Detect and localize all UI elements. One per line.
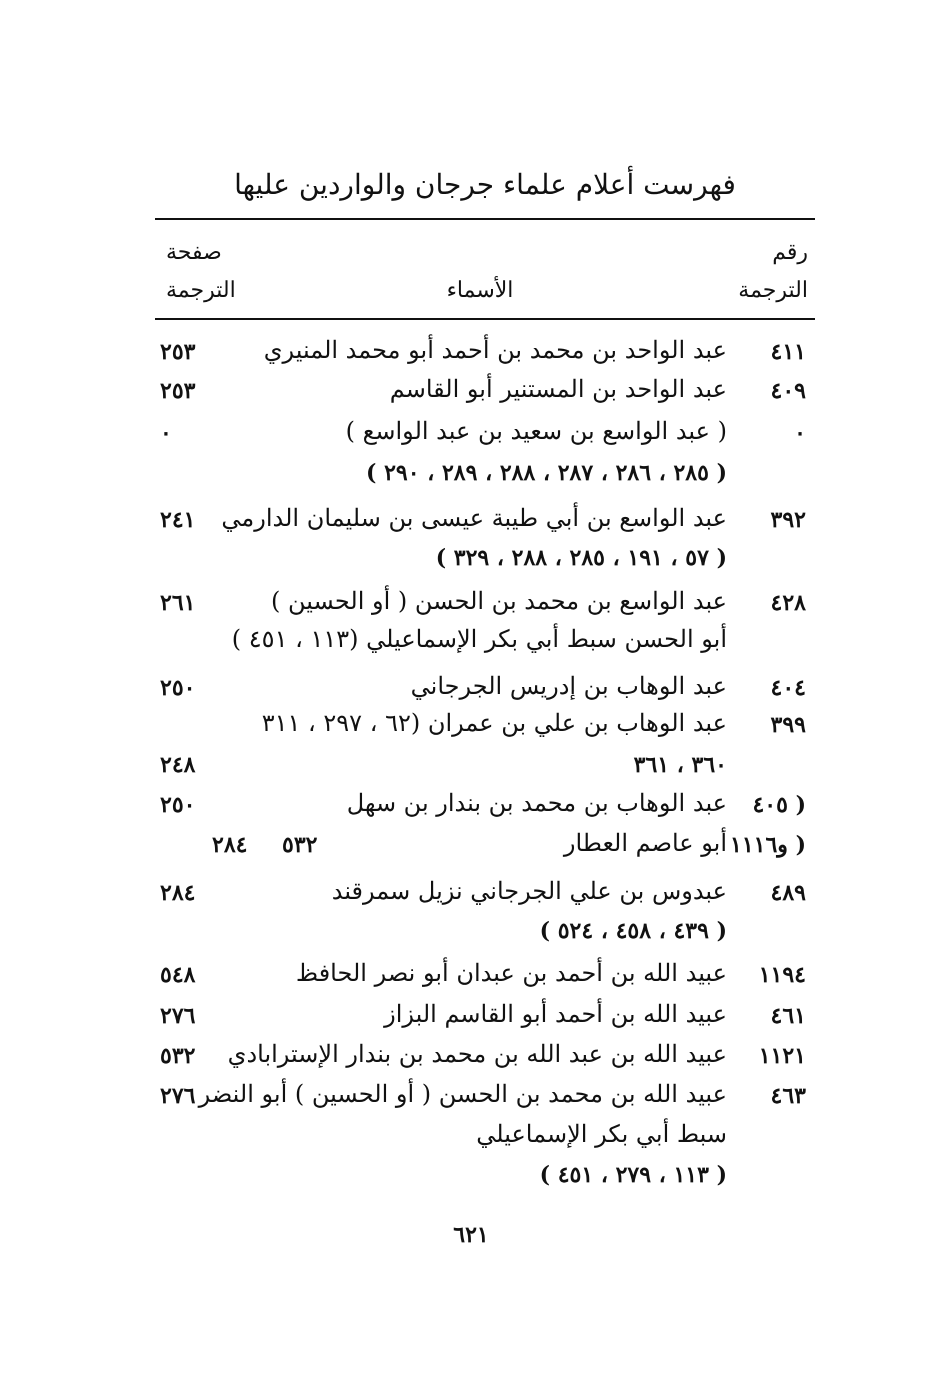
entry-number: ١١٩٤ bbox=[758, 962, 806, 988]
entry-references: ( ٤٣٩ ، ٤٥٨ ، ٥٢٤ ) bbox=[539, 918, 727, 944]
entry-page: ٢٨٤ bbox=[160, 880, 196, 906]
col-names-header: الأسماء bbox=[446, 278, 514, 303]
entry-number: ٤٢٨ bbox=[770, 590, 806, 616]
entry-name: عبيد الله بن عبد الله بن محمد بن بندار الإسترابادي bbox=[227, 1040, 727, 1068]
entry-page: ٥٣٢ bbox=[160, 1043, 196, 1069]
entry-name: عبد الواسع بن أبي طيبة عيسى بن سليمان الدارمي bbox=[221, 504, 727, 532]
entry-page: ٢٧٦ bbox=[160, 1083, 196, 1109]
entry-number: ٠ bbox=[794, 420, 806, 446]
entry-references: ( ٥٧ ، ١٩١ ، ٢٨٥ ، ٢٨٨ ، ٣٢٩ ) bbox=[435, 545, 727, 571]
entry-name: عبيد الله بن أحمد أبو القاسم البزاز bbox=[384, 1000, 727, 1028]
entry-page: ٢٥٣ bbox=[160, 339, 196, 365]
entry-name: عبد الواحد بن المستنير أبو القاسم bbox=[389, 375, 727, 403]
entry-name: عبد الوهاب بن علي بن عمران (٦٢ ، ٢٩٧ ، ٣١١ bbox=[261, 709, 727, 737]
entry-page: ٢٥٣ bbox=[160, 378, 196, 404]
entry-name-continued: سبط أبي بكر الإسماعيلي bbox=[476, 1120, 727, 1148]
entry-name-continued: أبو الحسن سبط أبي بكر الإسماعيلي (١١٣ ، ٤٥١ ) bbox=[231, 625, 727, 653]
entry-page: ٢٦١ bbox=[160, 590, 196, 616]
entry-number: ( ٤٠٥ bbox=[752, 792, 806, 818]
entry-number: ٤٠٩ bbox=[770, 378, 806, 404]
col-number-header-line2: الترجمة bbox=[738, 278, 808, 303]
entry-name: عبدوس بن علي الجرجاني نزيل سمرقند bbox=[331, 877, 727, 905]
entry-number: ٤١١ bbox=[770, 339, 806, 365]
entry-number: ١١٢١ bbox=[758, 1043, 806, 1069]
entry-page: ٥٤٨ bbox=[160, 962, 196, 988]
entry-page: ٢٤٨ bbox=[160, 752, 196, 778]
col-page-header-line2: الترجمة bbox=[166, 278, 236, 303]
entry-number: ٤٦٣ bbox=[770, 1083, 806, 1109]
entry-references: ( ١١٣ ، ٢٧٩ ، ٤٥١ ) bbox=[539, 1162, 727, 1188]
page-number: ٦٢١ bbox=[453, 1222, 489, 1248]
entry-name: عبيد الله بن محمد بن الحسن ( أو الحسين ) أبو النضر bbox=[198, 1080, 727, 1108]
entry-page: ٢٨٤ bbox=[212, 832, 248, 858]
entry-number: ٤٨٩ bbox=[770, 880, 806, 906]
entry-number: ٤٠٤ bbox=[770, 675, 806, 701]
col-number-header-line1: رقم bbox=[772, 240, 808, 265]
entry-page: ٠ bbox=[160, 420, 172, 446]
entry-name: عبد الواسع بن محمد بن الحسن ( أو الحسين ) bbox=[271, 587, 727, 615]
entry-name: عبد الوهاب بن إدريس الجرجاني bbox=[410, 672, 727, 700]
entry-references: ( ٢٨٥ ، ٢٨٦ ، ٢٨٧ ، ٢٨٨ ، ٢٨٩ ، ٢٩٠ ) bbox=[366, 460, 727, 486]
top-rule bbox=[155, 218, 815, 220]
entry-page: ٢٤١ bbox=[160, 507, 196, 533]
entry-number: ( و١١١٦ bbox=[730, 832, 806, 858]
entry-page: ٢٥٠ bbox=[160, 792, 196, 818]
entry-number: ٤٦١ bbox=[770, 1003, 806, 1029]
entry-references: ٣٦٠ ، ٣٦١ bbox=[633, 752, 727, 778]
entry-name: أبو عاصم العطار bbox=[563, 829, 727, 857]
entry-name: ( عبد الواسع بن سعيد بن عبد الواسع ) bbox=[345, 417, 727, 445]
entry-name: عبد الوهاب بن محمد بن بندار بن سهل bbox=[346, 789, 727, 817]
header-rule bbox=[155, 318, 815, 320]
entry-page: ٢٥٠ bbox=[160, 675, 196, 701]
entry-number: ٣٩٩ bbox=[770, 712, 806, 738]
entry-number: ٣٩٢ bbox=[770, 507, 806, 533]
entry-name: عبيد الله بن أحمد بن عبدان أبو نصر الحافظ bbox=[295, 959, 727, 987]
col-page-header-line1: صفحة bbox=[166, 240, 222, 265]
page-title: فهرست أعلام علماء جرجان والواردين عليها bbox=[234, 168, 736, 201]
entry-name: عبد الواحد بن محمد بن أحمد أبو محمد المنيري bbox=[263, 336, 727, 364]
entry-page-secondary: ٥٣٢ bbox=[282, 832, 318, 858]
entry-page: ٢٧٦ bbox=[160, 1003, 196, 1029]
